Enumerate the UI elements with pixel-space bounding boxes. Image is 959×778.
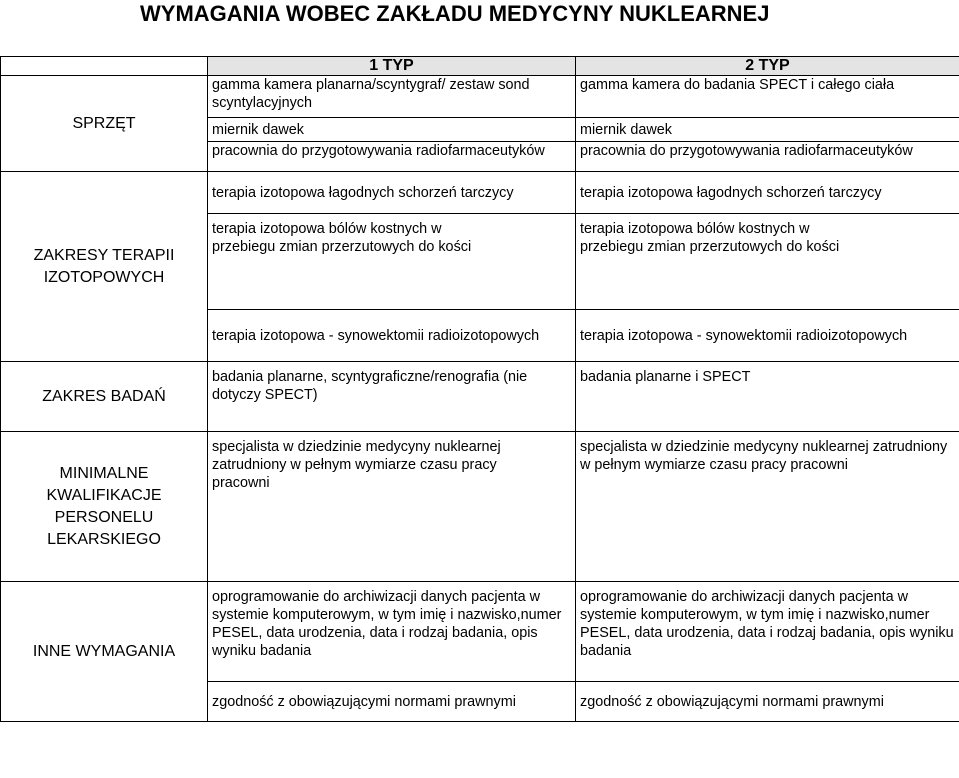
table-row [1,76,959,118]
cell-type1: oprogramowanie do archiwizacji danych pacjenta w systemie komputerowym, w tym imię i nazwisko,numer PESEL, data urodzenia, data i rodzaj badania, opis wyniku badania [208,582,576,682]
requirements-table [0,56,959,722]
header-empty-cell [1,57,208,76]
cell-type1: gamma kamera planarna/scyntygraf/ zestaw sond scyntylacyjnych [208,76,576,118]
table-row [1,582,959,682]
cell-type1: terapia izotopowa łagodnych schorzeń tarczycy [208,172,576,214]
cell-type1: terapia izotopowa bólów kostnych w przebiegu zmian przerzutowych do kości [208,214,576,310]
section-label-inne: INNE WYMAGANIA [1,582,208,722]
header-row [1,57,959,76]
cell-type2: terapia izotopowa bólów kostnych w przebiegu zmian przerzutowych do kości [576,214,959,310]
column-header-type1: 1 TYP [208,57,576,76]
section-label-kwalifikacje: MINIMALNE KWALIFIKACJE PERSONELU LEKARSKIEGO [1,432,208,582]
section-label-zakresy: ZAKRESY TERAPII IZOTOPOWYCH [1,172,208,362]
column-header-type2: 2 TYP [576,57,959,76]
cell-type2: terapia izotopowa łagodnych schorzeń tarczycy [576,172,959,214]
cell-type2: badania planarne i SPECT [576,362,959,432]
cell-type1: pracownia do przygotowywania radiofarmaceutyków [208,142,576,172]
cell-type1: miernik dawek [208,118,576,142]
section-label-sprzet: SPRZĘT [1,76,208,172]
cell-type1: zgodność z obowiązującymi normami prawnymi [208,682,576,722]
cell-type1: terapia izotopowa - synowektomii radioizotopowych [208,310,576,362]
table-row [1,172,959,214]
cell-type2: specjalista w dziedzinie medycyny nuklearnej zatrudniony w pełnym wymiarze czasu pracy pracowni [576,432,959,582]
cell-type2: gamma kamera do badania SPECT i całego ciała [576,76,959,118]
cell-type1: badania planarne, scyntygraficzne/renografia (nie dotyczy SPECT) [208,362,576,432]
cell-type2: zgodność z obowiązującymi normami prawnymi [576,682,959,722]
table-row [1,432,959,582]
cell-type1: specjalista w dziedzinie medycyny nuklearnej zatrudniony w pełnym wymiarze czasu pracy pracowni [208,432,576,582]
table-row [1,362,959,432]
cell-type2: terapia izotopowa - synowektomii radioizotopowych [576,310,959,362]
cell-type2: oprogramowanie do archiwizacji danych pacjenta w systemie komputerowym, w tym imię i nazwisko,numer PESEL, data urodzenia, data i rodzaj badania, opis wyniku badania [576,582,959,682]
page-title: WYMAGANIA WOBEC ZAKŁADU MEDYCYNY NUKLEARNEJ [140,1,770,26]
cell-type2: miernik dawek [576,118,959,142]
section-label-badan: ZAKRES BADAŃ [1,362,208,432]
cell-type2: pracownia do przygotowywania radiofarmaceutyków [576,142,959,172]
